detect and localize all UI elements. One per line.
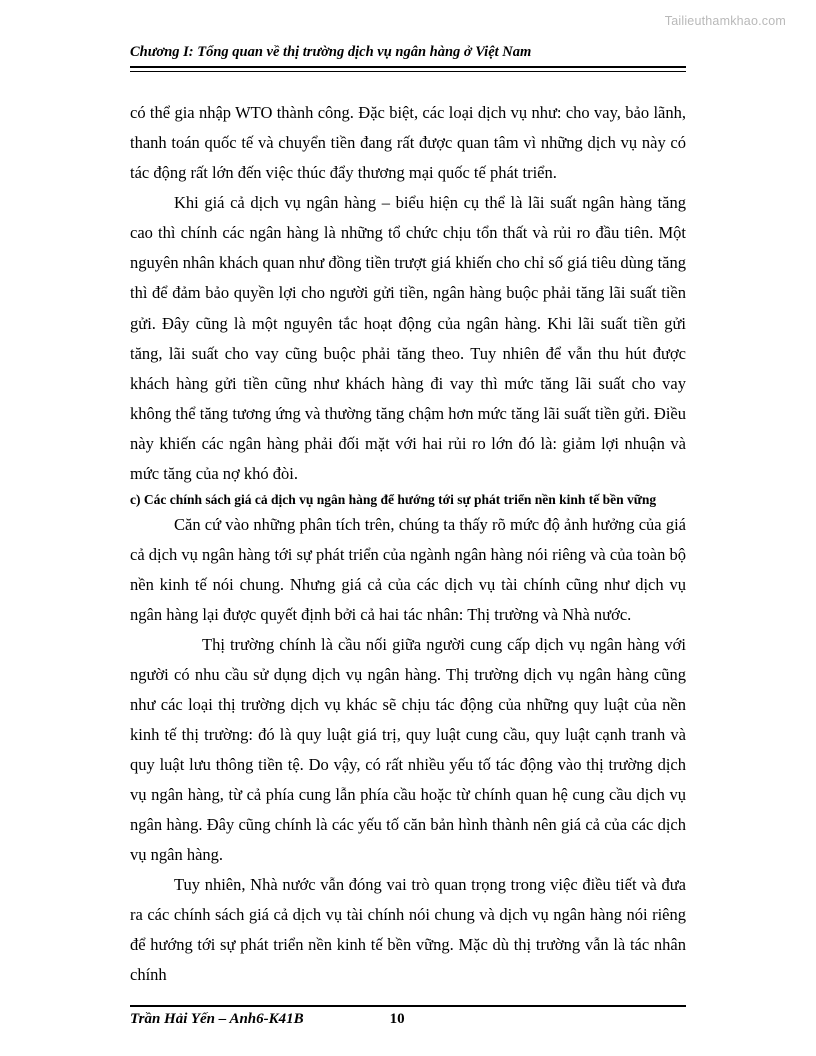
paragraph-5: Tuy nhiên, Nhà nước vẫn đóng vai trò quan trọng trong việc điều tiết và đưa ra các chính sách giá cả dịch vụ tài chính nói chung và dịch vụ ngân hàng nói riêng để hướng tới sự phát triển nền kinh tế bền vững. Mặc dù thị trường vẫn là tác nhân chính [130, 875, 686, 985]
subheading-c: c) Các chính sách giá cả dịch vụ ngân hàng để hướng tới sự phát triển nền kinh tế bền vững [130, 491, 657, 507]
footer-rule [130, 1005, 686, 1007]
paragraph-1: có thể gia nhập WTO thành công. Đặc biệt, các loại dịch vụ như: cho vay, bảo lãnh, thanh toán quốc tế và chuyển tiền đang rất được quan tâm vì những dịch vụ này có tác động rất lớn đến việc thúc đẩy thương mại quốc tế phát triển. [130, 103, 686, 183]
header-rule-thick [130, 66, 686, 68]
page-content [130, 44, 686, 990]
paragraph-3: Căn cứ vào những phân tích trên, chúng ta thấy rõ mức độ ảnh hưởng của giá cả dịch vụ ngân hàng tới sự phát triển của ngành ngân hàng nói riêng và của toàn bộ nền kinh tế nói chung. Nhưng giá cả của các dịch vụ tài chính cũng như dịch vụ ngân hàng lại được quyết định bởi cả hai tác nhân: Thị trường và Nhà nước. [130, 515, 686, 625]
body-text [130, 98, 686, 990]
footer-author: Trần Hải Yến – Anh6-K41B [130, 1011, 304, 1027]
header-rule-thin [130, 71, 686, 72]
page-footer [130, 1005, 686, 1028]
paragraph-4: Thị trường chính là cầu nối giữa người cung cấp dịch vụ ngân hàng với người có nhu cầu sử dụng dịch vụ ngân hàng. Thị trường dịch vụ ngân hàng cũng như các loại thị trường dịch vụ khác sẽ chịu tác động của những quy luật của nền kinh tế thị trường: đó là quy luật giá trị, quy luật cung cầu, quy luật cạnh tranh và quy luật lưu thông tiền tệ. Do vậy, có rất nhiều yếu tố tác động vào thị trường dịch vụ ngân hàng, từ cả phía cung lẫn phía cầu hoặc từ chính quan hệ cung cầu dịch vụ ngân hàng. Đây cũng chính là các yếu tố căn bản hình thành nên giá cả của các dịch vụ ngân hàng. [130, 635, 686, 865]
watermark-text: Tailieuthamkhao.com [664, 14, 786, 28]
footer-row [130, 1011, 686, 1028]
footer-page-number: 10 [389, 1011, 405, 1027]
running-header: Chương I: Tổng quan về thị trường dịch vụ ngân hàng ở Việt Nam [130, 44, 532, 60]
paragraph-2: Khi giá cả dịch vụ ngân hàng – biểu hiện cụ thể là lãi suất ngân hàng tăng cao thì chính các ngân hàng là những tổ chức chịu tổn thất và rủi ro đầu tiên. Một nguyên nhân khách quan như đồng tiền trượt giá khiến cho chỉ số giá tiêu dùng tăng thì để đảm bảo quyền lợi cho người gửi tiền, ngân hàng buộc phải tăng lãi suất tiền gửi. Đây cũng là một nguyên tắc hoạt động của ngân hàng. Khi lãi suất tiền gửi tăng, lãi suất cho vay cũng buộc phải tăng theo. Tuy nhiên để vẫn thu hút được khách hàng gửi tiền cũng như khách hàng đi vay thì mức tăng lãi suất cho vay không thể tăng tương ứng và thường tăng chậm hơn mức tăng lãi suất tiền gửi. Điều này khiến các ngân hàng phải đối mặt với hai rủi ro lớn đó là: giảm lợi nhuận và mức tăng của nợ khó đòi. [130, 193, 686, 483]
